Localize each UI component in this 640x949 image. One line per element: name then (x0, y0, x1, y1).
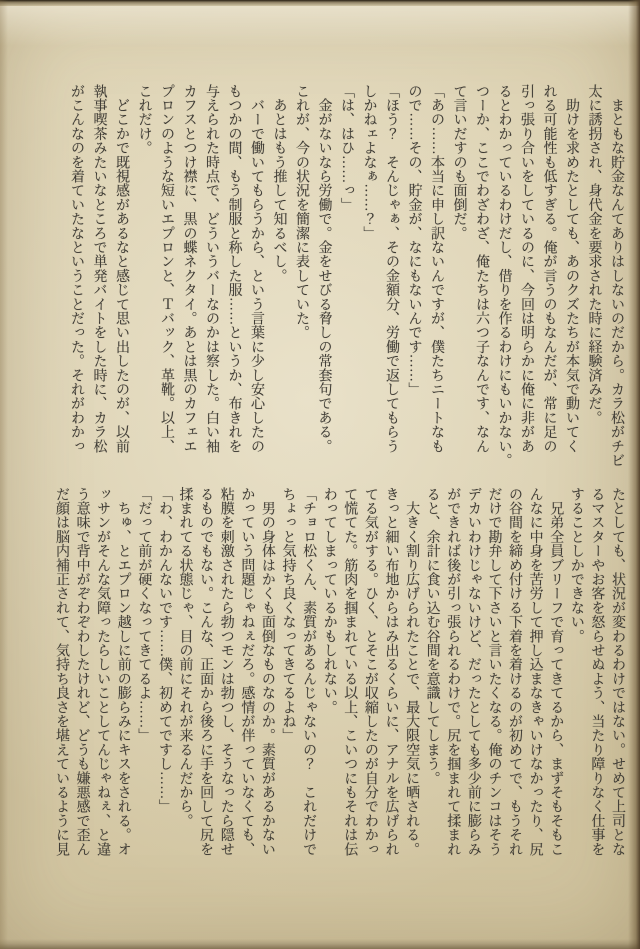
text-column: わってしまっているかもしれない。 (321, 487, 337, 715)
text-column: だ顔は脳内補正されて、気持ち良さを堪えているように見 (53, 487, 69, 857)
text-column: ると、余計に食い込む谷間を意識してしまう。 (424, 487, 440, 786)
text-column: どこかで既視感があるなと感じて思い出したのが、以前 (114, 84, 129, 454)
text-column: カフスとつけ襟に、黒の蝶ネクタイ。あとは黒のカフェエ (181, 84, 197, 454)
page-edge-shadow-top (0, 0, 640, 6)
page-edge-shadow-right (628, 0, 640, 949)
text-column: ちゅ、とエプロン越しに前の膨らみにキスをされる。オ (115, 487, 131, 857)
text-column: るマスターやお客を怒らせぬよう、当たり障りなく仕事を (589, 487, 605, 857)
text-column: 助けを求めたとしても、あのクズたちが本気で動いてく (564, 84, 579, 454)
text-column: これが、今の状況を簡潔に表していた。 (294, 84, 309, 340)
lower-text-block (50, 487, 627, 863)
text-column: て言いだすのも面倒だ。 (451, 84, 467, 241)
text-column: ちょっと気持ち良くなってきてるよね」 (280, 487, 296, 743)
text-column: かっていう問題じゃねぇだろ。感情が伴っていなくても、 (239, 487, 255, 857)
text-column: れる可能性も低すぎる。俺が言うのもなんだが、常に足の (541, 84, 557, 454)
text-column: の谷間を締め付ける下着を着けるのが初めてで、もうそれ (507, 487, 523, 857)
text-column: 太に誘拐され、身代金を要求された時に経験済みだ。 (586, 84, 602, 425)
text-column: たとしても、状況が変わるわけではない。せめて上司とな (610, 487, 625, 857)
text-column: 「あの……本当に申し訳ないんですが、僕たちニートなも (429, 84, 444, 454)
text-column: 「は、はひ……っ」 (339, 84, 354, 212)
text-column: 兄弟全員ブリーフで育ってきてるから、まずそもそもこ (548, 487, 564, 857)
text-column: 与えられた時点で、どういうバーなのかは察した。白い袖 (204, 84, 219, 454)
text-column: 執事喫茶みたいなところで単発バイトをした時に、カラ松 (91, 84, 107, 454)
text-column: 引っ張り合いをしているのに、今回は明らかに俺に非があ (519, 84, 534, 454)
text-column: ッサンがそんな気障ったらしいことしてんじゃねぇ、と違 (95, 487, 111, 857)
text-column: デカいわけじゃないけど、だったとしても多少前に膨らみ (465, 487, 481, 857)
text-column: んなに中身を苦労して押し込まなきゃいけなかったり、尻 (527, 487, 543, 857)
text-column: 「わ、わかんないです……僕、初めてですし……」 (156, 487, 172, 814)
text-column: もつかの間、もう制服と称した服……というか、布きれを (226, 84, 242, 454)
text-column: ので……その、貯金が、なにもないんです……」 (406, 84, 422, 397)
text-column: これだけ。 (136, 84, 152, 155)
text-column: バーで働いてもらうから、という言葉に少し安心したの (249, 84, 264, 454)
text-column: つーか、ここでわざわざ、俺たちは六つ子なんです、なん (474, 84, 489, 454)
paper-sheen (0, 6, 640, 46)
text-column: あとはもう推して知るべし。 (271, 84, 287, 283)
page-edge-shadow-bottom (0, 939, 640, 949)
text-column: 男の身体はかくも面倒なものなのか。素質があるかない (259, 487, 275, 857)
upper-text-block (65, 84, 628, 472)
text-column: まともな貯金なんてありはしないのだから。カラ松がチビ (609, 84, 624, 468)
text-column: がこんなのを着ていたなということだった。それがわかっ (69, 84, 84, 454)
text-column: 「だって前が硬くなってきてるよ……」 (136, 487, 152, 743)
text-column: 粘膜を刺激されたら勃つモンは勃つし、そうなったら隠せ (218, 487, 234, 857)
text-column: てる気がする。ひく、とそこが収縮したのが自分でわかっ (362, 487, 378, 857)
text-column: て慌てた。筋肉を掴まれている以上、こいつにもそれは伝 (342, 487, 358, 857)
text-column: 大きく割り広げられたことで、最大限空気に晒される。 (404, 487, 420, 857)
text-column: るとわかっているわけだし、借りを作るわけにもいかない。 (496, 84, 512, 468)
text-column: しかねェよなぁ……？」 (361, 84, 377, 241)
text-column: るものでもない。こんな、正面から後ろに手を回して尻を (198, 487, 214, 857)
text-column: 「ほう？ そんじゃぁ、その金額分、労働で返してもらう (384, 84, 399, 454)
text-column: きっと細い布地からはみ出るくらいに、アナルを広げられ (383, 487, 399, 857)
text-column: プロンのような短いエプロンと、Ｔバック、革靴。以上、 (159, 84, 174, 454)
page-edge-shadow-left (0, 0, 8, 949)
text-column: ができれば後が引っ張られるわけで。尻を掴まれて揉まれ (445, 487, 461, 857)
text-column: う意味で背中がぞわぞわしたけれど、どうも嫌悪感で歪ん (74, 487, 90, 857)
text-column: 揉まれてる状態じゃ、目の前にそれが来るんだから。 (177, 487, 193, 828)
text-column: することしかできない。 (568, 487, 584, 644)
text-column: だけで勘弁して下さいと言いたくなる。俺のチンコはそう (486, 487, 502, 857)
text-column: 「チョロ松くん、素質があるんじゃないの？ これだけで (301, 487, 317, 857)
text-column: 金がないなら労働で。金をせびる脅しの常套句である。 (316, 84, 332, 454)
